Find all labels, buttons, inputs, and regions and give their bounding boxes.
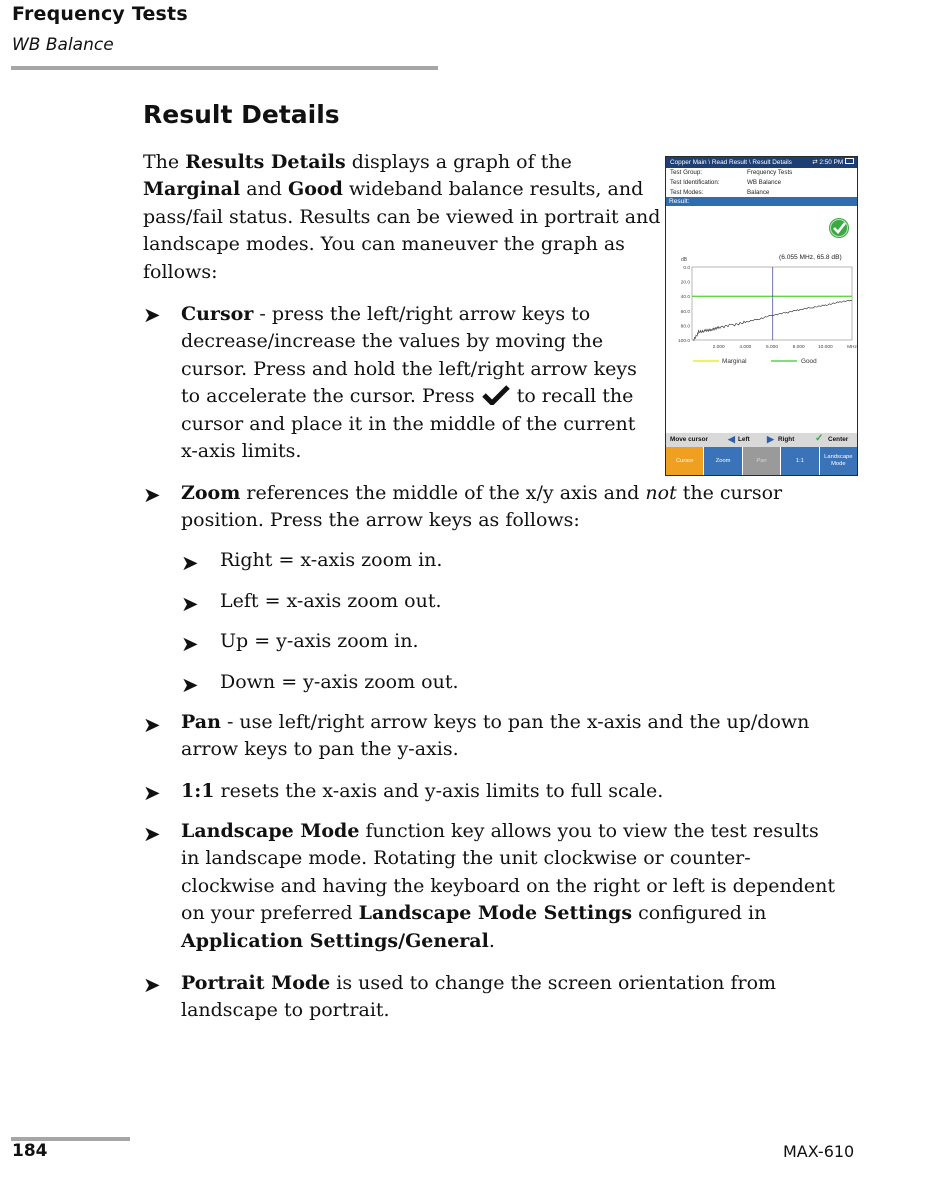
info-row: Test Group: Frequency Tests bbox=[670, 169, 793, 176]
function-key-bar bbox=[666, 447, 857, 475]
bullet-arrow-icon: ➤ bbox=[143, 973, 161, 997]
sub-bullet-arrow-icon: ➤ bbox=[181, 673, 199, 697]
fkey-one-to-one[interactable]: 1:1 bbox=[781, 447, 819, 475]
right-arrow-icon: ▶ bbox=[767, 434, 774, 444]
y-tick-label: 80.0 bbox=[680, 324, 690, 330]
nav-left-label[interactable]: Left bbox=[738, 436, 750, 443]
y-tick-label: 0.0 bbox=[683, 266, 690, 271]
wb-balance-chart bbox=[666, 207, 857, 442]
info-row: Test Modes: Balance bbox=[670, 188, 770, 196]
fkey-landscape-mode[interactable]: Landscape Mode bbox=[820, 447, 857, 475]
sub-bullet-arrow-icon: ➤ bbox=[181, 592, 199, 616]
device-title-bar bbox=[666, 157, 857, 168]
info-row: Test Identification: WB Balance bbox=[670, 178, 782, 186]
y-tick-label: 20.0 bbox=[680, 280, 690, 286]
sync-icon: ⇄ bbox=[812, 159, 818, 166]
fkey-pan[interactable]: Pan bbox=[743, 447, 781, 475]
x-tick-label: 2.000 bbox=[712, 345, 725, 350]
x-tick-label: MHz bbox=[847, 345, 857, 350]
bullet-pan: Pan - use left/right arrow keys to pan the x-axis and the up/down arrow keys to pan the y-axis. bbox=[181, 711, 810, 761]
intro-paragraph: The Results Details displays a graph of the Marginal and Good wideband balance results, and pass/fail status. Results can be viewed in portrait and landscape modes. You can maneuver the graph as follows: bbox=[143, 151, 661, 283]
bullet-portrait: Portrait Mode is used to change the screen orientation from landscape to portrait. bbox=[181, 972, 777, 1022]
bullet-arrow-icon: ➤ bbox=[143, 781, 161, 805]
status-time: ⇄ 2:50 PM bbox=[812, 157, 854, 168]
zoom-item: Up = y-axis zoom in. bbox=[220, 630, 419, 652]
sub-bullet-arrow-icon: ➤ bbox=[181, 632, 199, 656]
running-header-title: Frequency Tests bbox=[12, 3, 188, 25]
breadcrumb: Copper Main \ Read Result \ Result Details bbox=[670, 159, 792, 166]
result-bar: Result: bbox=[666, 197, 857, 206]
pass-check-icon bbox=[829, 218, 849, 238]
section-title: Result Details bbox=[143, 100, 340, 129]
running-header-subtitle: WB Balance bbox=[12, 35, 114, 55]
left-arrow-icon: ◀ bbox=[728, 434, 735, 444]
bullet-arrow-icon: ➤ bbox=[143, 822, 161, 846]
bullet-one-to-one: 1:1 resets the x-axis and y-axis limits to full scale. bbox=[181, 780, 664, 802]
zoom-item: Right = x-axis zoom in. bbox=[220, 549, 443, 571]
bullet-arrow-icon: ➤ bbox=[143, 483, 161, 507]
legend-marginal-label: Marginal bbox=[722, 358, 747, 365]
page-number: 184 bbox=[12, 1141, 48, 1161]
fkey-cursor[interactable]: Cursor bbox=[666, 447, 704, 475]
move-cursor-label: Move cursor bbox=[670, 436, 709, 443]
checkmark-icon bbox=[481, 385, 511, 405]
bullet-arrow-icon: ➤ bbox=[143, 303, 161, 327]
x-tick-label: 6.000 bbox=[765, 345, 779, 350]
center-check-icon: ✓ bbox=[815, 433, 824, 444]
product-model: MAX-610 bbox=[783, 1142, 855, 1161]
bullet-cursor: Cursor - press the left/right arrow keys to decrease/increase the values by moving the cursor. Press and hold the left/right arrow keys to accelerate the cursor. Press to recall the cursor and place it in the middle of the current x-axis limits. bbox=[181, 303, 637, 463]
navigation-bar bbox=[666, 433, 857, 447]
cursor-readout: (6.055 MHz, 65.8 dB) bbox=[779, 254, 842, 261]
legend-good-label: Good bbox=[801, 358, 817, 365]
y-axis-label: dB bbox=[681, 257, 688, 263]
y-tick-label: 60.0 bbox=[680, 309, 690, 315]
bullet-landscape: Landscape Mode function key allows you to view the test results in landscape mode. Rotating the unit clockwise or counter-clockwise and having the keyboard on the right or left is dependent on your preferred Landscape Mode Settings configured in Application Settings/General. bbox=[181, 820, 836, 952]
zoom-item: Left = x-axis zoom out. bbox=[220, 590, 442, 612]
y-tick-label: 40.0 bbox=[680, 295, 690, 301]
fkey-zoom[interactable]: Zoom bbox=[704, 447, 742, 475]
zoom-item: Down = y-axis zoom out. bbox=[220, 671, 459, 693]
legend bbox=[693, 358, 817, 365]
bullet-arrow-icon: ➤ bbox=[143, 713, 161, 737]
x-tick-label: 4.000 bbox=[739, 345, 752, 350]
x-tick-label: 10.000 bbox=[817, 345, 833, 350]
nav-right-label[interactable]: Right bbox=[778, 436, 795, 443]
battery-icon bbox=[845, 158, 854, 164]
sub-bullet-arrow-icon: ➤ bbox=[181, 551, 199, 575]
header-rule bbox=[11, 66, 438, 70]
bullet-zoom: Zoom references the middle of the x/y axis and not the cursor position. Press the arrow keys as follows: bbox=[181, 482, 783, 532]
y-tick-label: 100.0 bbox=[677, 339, 690, 344]
x-tick-label: 8.000 bbox=[792, 345, 805, 350]
nav-center-label[interactable]: Center bbox=[828, 436, 849, 443]
device-screenshot bbox=[665, 156, 858, 476]
